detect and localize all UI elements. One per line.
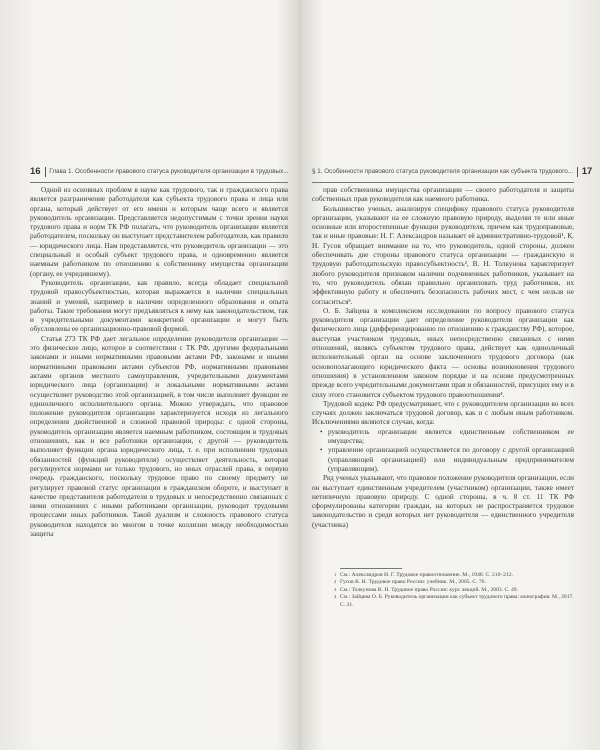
list-item: • руководитель организации является единственным собственником ее имущества;: [328, 428, 574, 447]
paragraph: Трудовой кодекс РФ предусматривает, что с руководителем организации во всех случаях должен заключаться трудовой договор, как и с любым иным работником. Исключениями являются случаи, когда:: [312, 399, 574, 427]
right-page: [300, 0, 600, 750]
right-page-header: [312, 166, 593, 183]
chapter-title: Глава 1. Особенности правового статуса руководителя организации в трудовых...: [49, 168, 289, 175]
footnote-text: См.: Толкунова В. Н. Трудовое право России: курс лекций. М., 2003. С. 49.: [340, 586, 518, 593]
left-page-body: [30, 186, 288, 539]
section-title: § 1. Особенности правового статуса руководителя организации как субъекта трудового...: [312, 168, 574, 175]
footnote-text: Гусов К. Н. Трудовое право России: учебник. М., 2005. С. 76.: [340, 579, 486, 586]
footnote: [312, 594, 574, 609]
paragraph: Одной из основных проблем в науке как трудового, так и гражданского права является разграничение работодателя как субъекта трудового права и лица или органа, который действует от его имени и которым чаще всего и является руководитель организации. Представляется недопустимым с точки зрения науки трудового права и норм ТК РФ полагать, что руководитель организации является работодателем, поскольку он выступает представителем работодателя, как правило — юридического лица. Нам представляется, что руководитель организации — это специальный и особый субъект трудового права, и одновременно является наемным работником по отношению к собственнику имущества организации (органу, ее учредившему).: [30, 186, 288, 278]
footnote-mark: 4: [334, 594, 337, 600]
list-item: • управление организацией осуществляется по договору с другой организацией (управляющей организацией) или индивидуальным предпринимателем (управляющим).: [328, 446, 574, 474]
header-divider: [45, 167, 46, 177]
right-page-body: [312, 186, 574, 530]
footnote-text: См.: Зайцева О. Б. Руководитель организации как субъект трудового права: монография. М., 2017. С. 31.: [340, 594, 574, 608]
footnote-text: См.: Александров Н. Г. Трудовое правоотношение. М., 1948. С. 210–212.: [340, 572, 513, 578]
footnote-mark: 2: [334, 579, 337, 585]
paragraph: Руководитель организации, как правило, всегда обладает специальной трудовой правосубъектностью, которая выражается в наличии специальных знаний и умений, например в наличии определенного образования и опыта работы. Такие требования могут предъявляться к нему как законодательством, так и учредительными документами конкретной организации и могут быть обусловлены ее организационно-правовой формой.: [30, 278, 288, 334]
page-number: 16: [30, 166, 41, 177]
paragraph: О. Б. Зайцева в комплексном исследовании по вопросу правового статуса руководителя организации дает определение руководителя организации как физического лица (дифференцированно по отношению к гражданству РФ), которое, выступая участником трудовых, иных непосредственно связанных с ними отношений, являясь субъектом трудового права, действует как единоличный исполнительный орган на основе заключенного трудового договора (как основополагающего юридического факта — основы возникновения трудового отношения) в установленном законом порядке и на основе предусмотренных прежде всего учредительными документами прав и обязанностей, присущих ему и в силу этого становится субъектом трудового правоотношения⁴.: [312, 306, 574, 399]
paragraph: Большинство ученых, анализируя специфику правового статуса руководителя организации, указывают на ее сложную правовую природу, выделяя те или иные основные или второстепенные функции руководителя, причем как трудоправовые, так и иные правовые: Н. Г. Александров называет её административно-трудовой¹, К. Н. Гусов обращает внимание на то, что руководитель, одной стороны, должен обеспечивать две стороны правового статуса организации — гражданскую и трудовую работодательскую правосубъектность², В. Н. Толкунова характеризует любого руководителя признаком наличии подчиненных работников, указывает на то, что руководитель обязан правильно организовать труд работников, их эффективную работу и обеспечить безопасность рабочих мест, с чем нельзя не согласиться³.: [312, 204, 574, 306]
footnotes: [312, 568, 574, 609]
footnote: [312, 579, 574, 586]
footnote-mark: 1: [334, 572, 337, 577]
exceptions-list: [312, 428, 574, 474]
paragraph: Ряд ученых указывают, что правовое положение руководителя организации, если он выступает единственным учредителем (участником) организации, также имеет нетипичную правовую природу. С одной стороны, в ч. 8 ст. 11 ТК РФ сформулированы категории граждан, на которых не распространяется трудовое законодательство и среди которых нет руководителя — единственного учредителя (участника): [312, 474, 574, 529]
paragraph: Статья 273 ТК РФ дает легальное определение руководителя организации — это физическое лицо, которое в соответствии с ТК РФ, другими федеральными законами и иными нормативными правовыми актами РФ, законами и иными нормативными правовыми актами субъектов РФ, нормативными правовыми актами органов местного самоуправления, учредительными документами юридического лица (организации) и локальными нормативными актами осуществляет руководство этой организацией, в том числе выполняет функции ее единоличного исполнительного органа. Можно утверждать, что правовое положение руководителя организации характеризуется исходя из легального определения двойственной и сложной правовой природы: с одной стороны, руководитель организации является наемным работником, состоящим в трудовых отношениях, как и все работники организации, с другой — руководитель выполняет функции органа юридического лица, т. е. при исполнении трудовых обязанностей (функций руководителя) осуществляет деятельность, которая регулируется нормами не только трудового, но иных отраслей права, в первую очередь гражданского, поскольку трудовое право по своему предмету не регулирует правовой статус организации в гражданском обороте, и выступает в качестве представителя работодателя в трудовых и непосредственно связанных с ними отношениях с иными работниками организации, руководит трудовыми процессами иных работников. Такой дуализм и сложность правового статуса руководителя находятся во многом в точке коллизии между необходимостью защиты: [30, 334, 288, 538]
left-page-header: [30, 166, 288, 183]
paragraph: прав собственника имущества организации — своего работодателя и защиты собственных прав руководителя как наемного работника.: [312, 186, 574, 204]
page-number: 17: [581, 166, 593, 177]
footnote-rule: [340, 568, 402, 569]
header-divider: [577, 167, 578, 177]
footnote-mark: 3: [334, 586, 337, 592]
